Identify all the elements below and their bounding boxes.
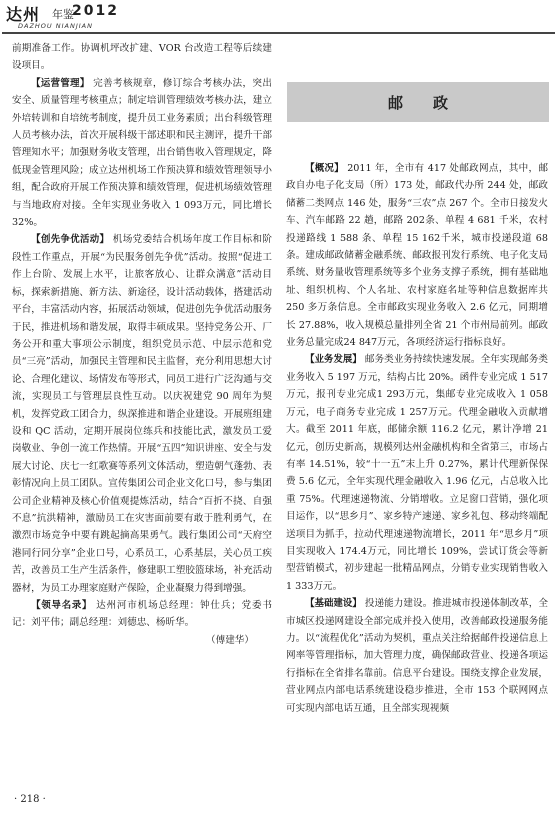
yearbook-logo-title: 达州 <box>6 5 41 24</box>
paragraph-infrastructure <box>286 595 548 717</box>
paragraph-business-development <box>286 351 548 595</box>
section-tag: 【概况】 <box>305 163 344 174</box>
yearbook-logo-year: 2012 <box>72 3 119 19</box>
paragraph-text: 2011 年，全市有 417 处邮政网点，其中，邮政自办电子化支局（所）173 处，邮政代办所 244 处，邮政储蓄二类网点 146 处，服务“三农”点 267 个。全市日接发火车、汽车邮路 22 趟，邮路 202条、单程 4 681 千米，农村投递路线 1 588 条、单程 15 162千米，城市投递段道 68 条。建成邮政储蓄金融系统、邮政报刊发行系统、电子化支局系统、财务量收管理系统等多个业务支撑子系统，拥有基础地址、组织机构、个人名址、农村家庭名址等种信息数据库共 250 多万条信息。全市邮政实现业务收入 2.6 亿元，同期增长 27.88%，收入规模总量排列全省 21 个市州局前列。邮政业务总量完成24 847万元，各项经济运行指标良好。 <box>286 163 548 349</box>
paragraph-text: 完善考核规章，修订综合考核办法，突出安全、质量管理考核重点；制定培训管理绩效考核办法，建立外培转训和自培统考制度，提升员工业务素质；出台科级管理人员考核办法，首次开展科级干部述职和民主测评，提升干部管理知水平；加强财务收支管理，出台销售收入管理规定，降低现金管理风险；成立达州机场工作预决算和绩效管理领导小组，配合政府开展工作预决算和绩效管理，促进机场绩效管理与当地政府对接。全年实现业务收入 1 093万元，同比增长 32%。 <box>12 77 272 229</box>
paragraph-operations-management <box>12 75 272 232</box>
right-column <box>286 160 548 717</box>
header-divider <box>2 32 555 34</box>
section-tag: 【基础建设】 <box>305 598 362 610</box>
yearbook-logo-pinyin: DAZHOU NIANJIAN <box>18 22 93 30</box>
author-credit: （傅建华） <box>206 634 254 646</box>
section-tag: 【创先争优活动】 <box>31 234 110 246</box>
section-tag: 【运营管理】 <box>31 77 90 89</box>
paragraph-text: 达州河市机场总经理：钟仕兵；党委书记：刘平伟；副总经理：刘德忠、杨昕华。 <box>12 600 272 629</box>
left-column <box>12 40 272 649</box>
section-tag: 【领导名录】 <box>31 600 93 611</box>
yearbook-logo-label: 年鉴 <box>52 8 74 21</box>
paragraph-text: 邮务类业务持续快速发展。全年实现邮务类业务收入 5 197 万元，结构占比 20%。函件专业完成 1 517 万元，报刊专业完成1 293万元，集邮专业完成收入 1 058 万元，电子商务专业完成 1 257万元。代理金融收入贡献增大。截至 2011 年底，邮储余额 116.2 亿元，累计净增 21 亿元，创历史新高，规模列达州金融机构和全省第三，市场占有率 14.51%，较“十一五”末上升 0.27%，累计代理新保保费 5.6 亿元，全年实现代理金融收入 1.96 亿元，占总收入比重 75%。代理速递物流、分销增收。立足窗口营销，强化项目运作，以“思乡月”、家乡特产速递、家乡礼包、移动终端配送项目为抓手，拉动代理速递物流增长，2011 年“思乡月”项目实现收入 174.4万元，同比增长 109%，尝试订货会等新型营销模式，初步建起一批精品网点，分销专业实现销售收入1 333万元。 <box>286 354 548 592</box>
section-title: 邮政 <box>387 93 478 112</box>
paragraph-overview <box>286 160 548 351</box>
paragraph-continuation: 前期准备工作。协调机坪改扩建、VOR 台改造工程等后续建设项目。 <box>12 43 272 72</box>
running-header <box>0 0 555 34</box>
paragraph-leadership-list <box>12 597 272 632</box>
page-number: · 218 · <box>14 794 46 805</box>
paragraph-text: 投递能力建设。推进城市投递体制改革，全市城区投递网建设全部完成并投入使用，改善邮政投递服务能力。以“流程优化”活动为契机，重点关注给据邮件投递信息上网率等管理指标，加大管理力度，确保邮政营业、投递各项运行指标在全省排名靠前。信息平台建设。围绕支撑企业发展，营业网点内部电话系统建设稳步推进，全市 153 个联网网点可实现内部电话互通，且全部实现视频 <box>286 598 548 714</box>
section-banner <box>287 82 549 122</box>
paragraph-text: 机场党委结合机场年度工作目标和阶段性工作重点，开展“为民服务创先争优”活动。按照“促进工作上台阶、发展上水平，让旅客放心、让群众满意”活动目标，探索新措施、新方法、新途径，设计活动载体，搭建活动平台，丰富活动内容，拓展活动领域，促进创先争优活动服务于民，推进机场和谐发展，取得丰硕成果。坚持党务公开、厂务公开和重大事项公示制度，组织党员示范、中层示范和党员“三亮”活动，加强民主管理和民主监督，充分利用思想大讨论、合理化建议、场情发布等形式，同员工进行广泛沟通与交流，实现员工与管理层良性互动。以庆祝建党 90 周年为契机，发挥党政工团合力，纵深推进和谐企业建设。开展班组建设和 QC 活动，定期开展岗位练兵和技能比武，激发员工爱岗敬业、争创一流工作热情。开展“五四”知识讲座、安全与发展大讨论、庆七一红歌赛等系列文体活动，塑造朝气蓬勃、表彰情况向上员工团队。宣传集团公司企业文化口号，参与集团公司企业精神及核心价值观提炼活动，结合“百折不挠、自强不息”抗洪精神，激励员工在灾害面前要有敢于胜利勇气，在激烈市场竞争中要有跳起摘高果勇气。践行集团公司“天府空港同行同分享”企业口号，心系员工，心系基层，关心员工疾苦，改善员工生产生活条件，修建职工塑胶篮球场，补充活动器材，为员工办理家庭财产保险，企业凝聚力得到增强。 <box>12 234 272 594</box>
paragraph-excellence-activities <box>12 231 272 597</box>
section-tag: 【业务发展】 <box>305 354 362 366</box>
